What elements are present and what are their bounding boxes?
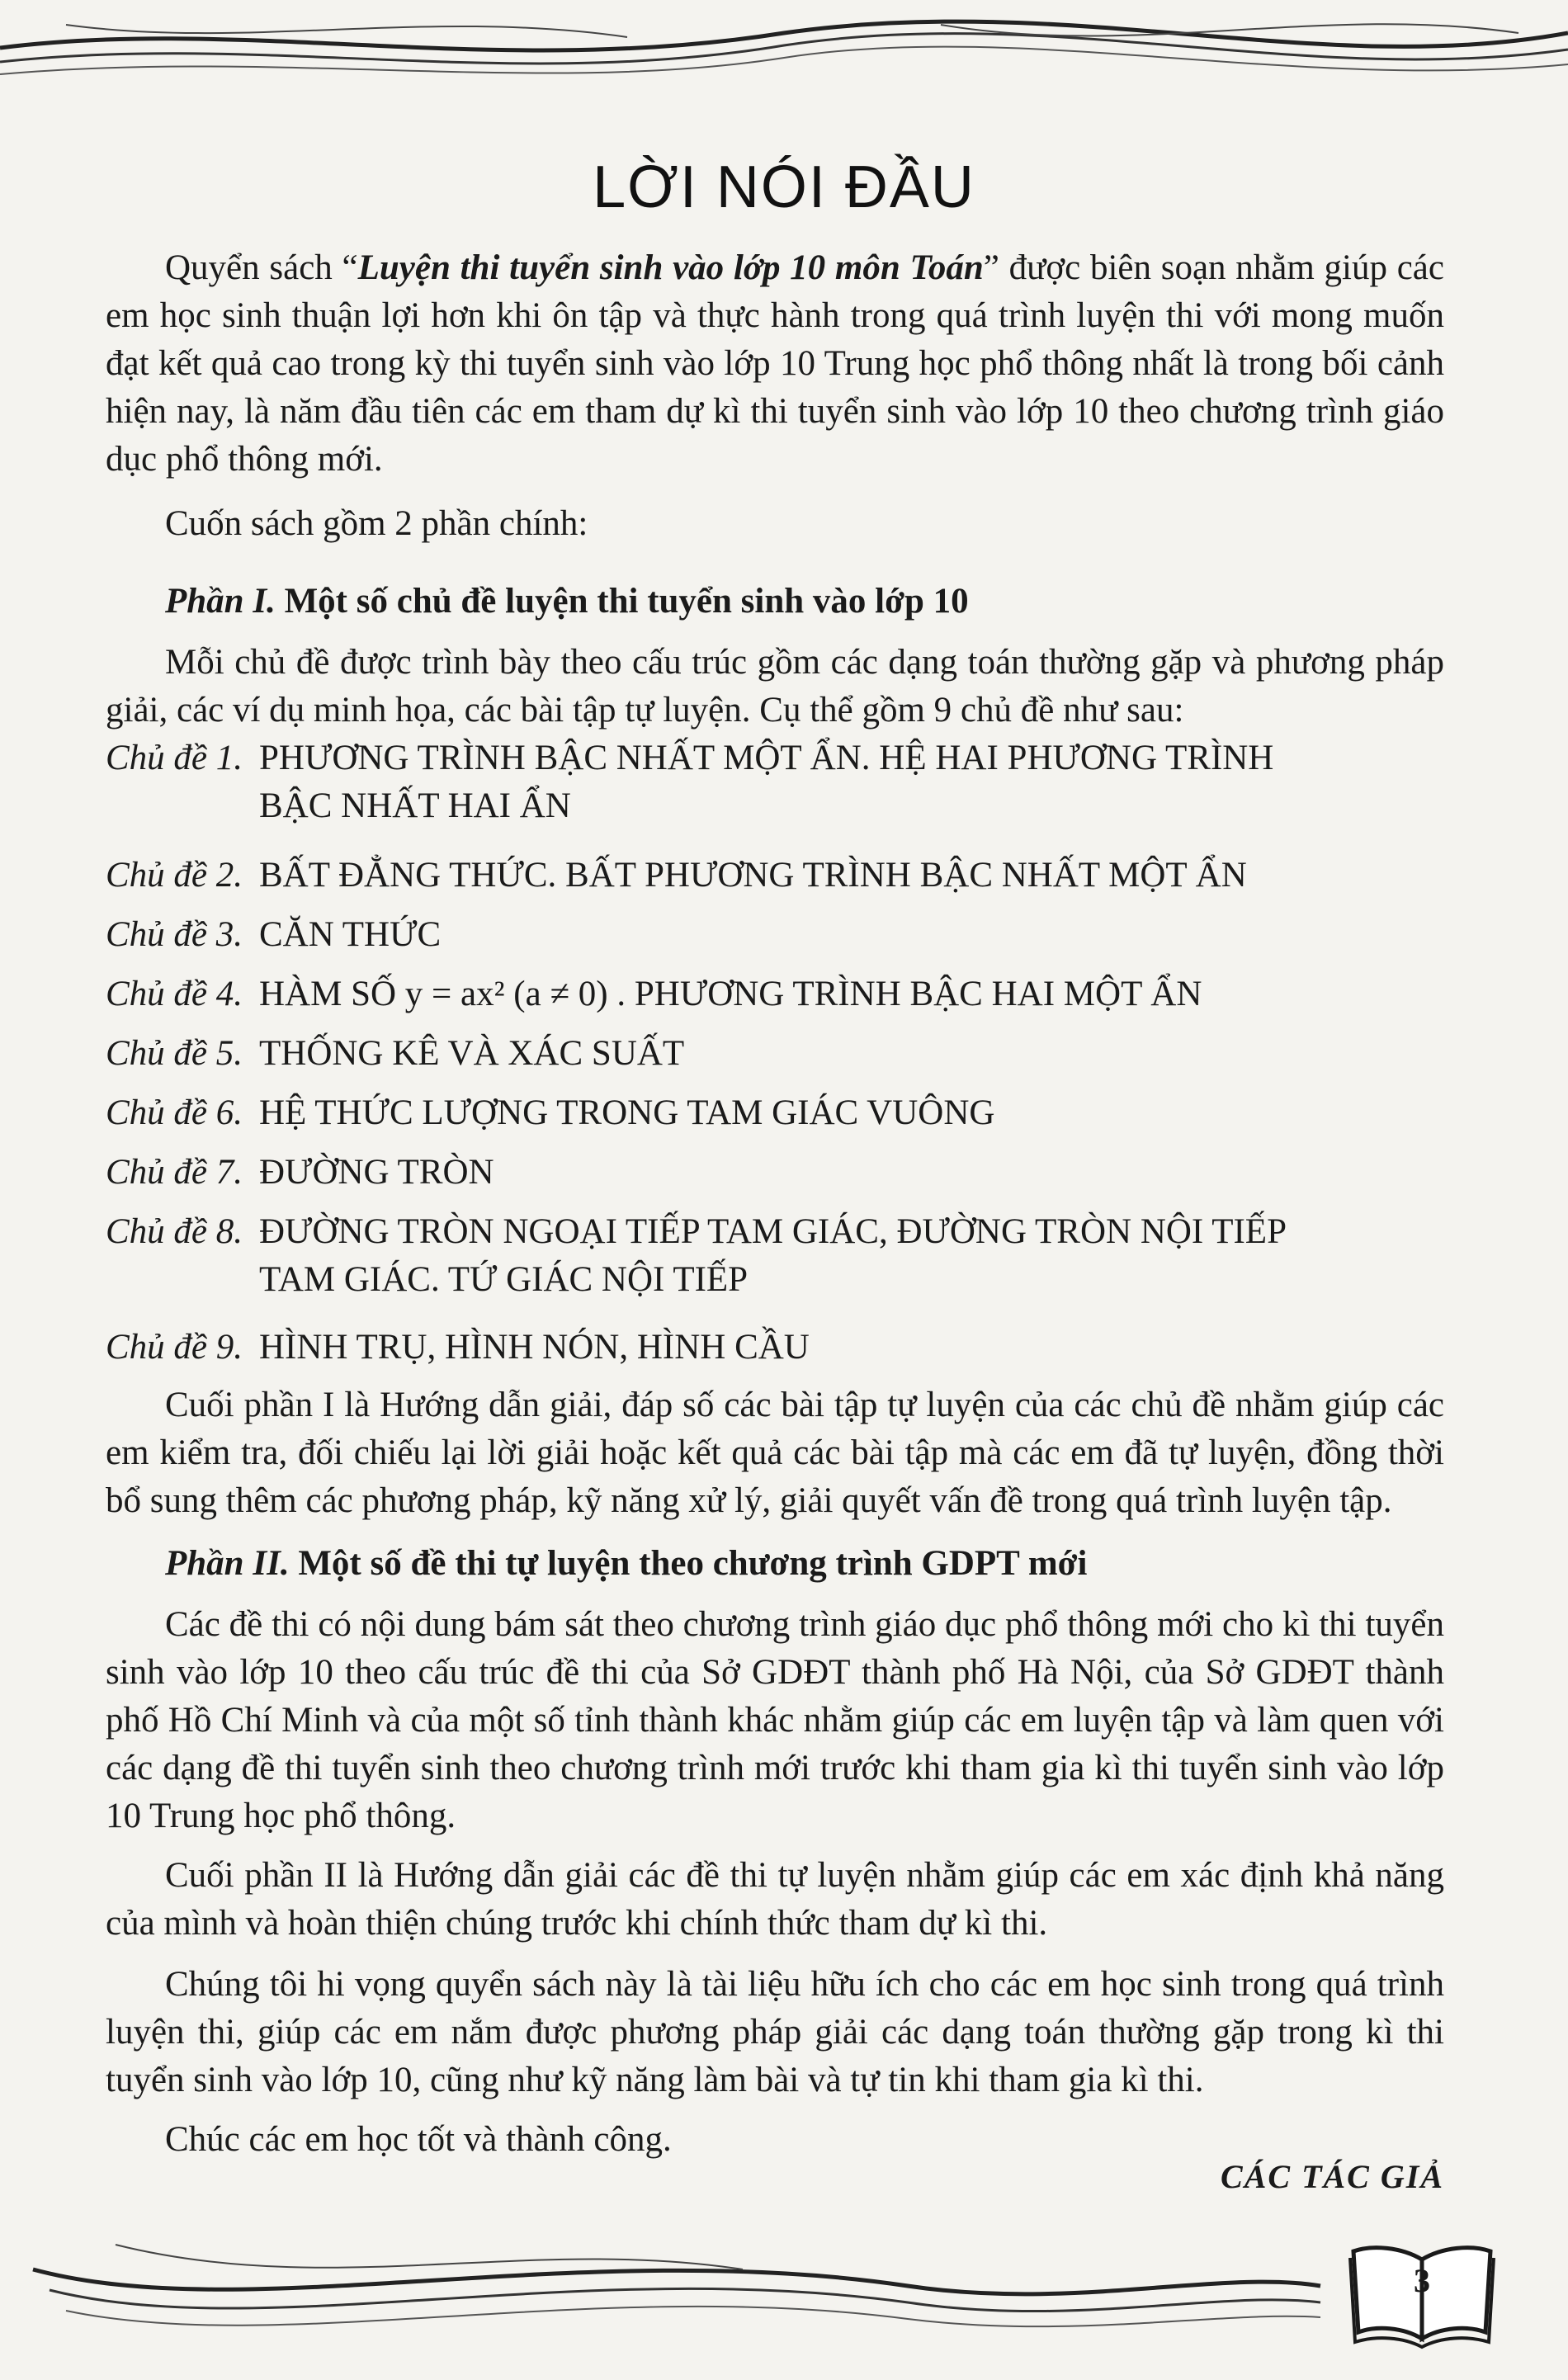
page-number: 3: [1414, 2262, 1430, 2299]
hope-text: Chúng tôi hi vọng quyển sách này là tài liệu hữu ích cho các em học sinh trong quá trình luyện thi, giúp các em nắm được phương pháp giải các dạng toán thường gặp trong kì thi tuyển sinh vào lớp 10, cũng như kỹ năng làm bài và tự tin khi tham gia kì thi.: [106, 1965, 1444, 2099]
topic-label: Chủ đề 8.: [106, 1212, 243, 1251]
topic-text: PHƯƠNG TRÌNH BẬC NHẤT MỘT ẨN. HỆ HAI PHƯƠNG TRÌNH BẬC NHẤT HAI ẨN: [259, 739, 1274, 825]
topic-text: ĐƯỜNG TRÒN NGOẠI TIẾP TAM GIÁC, ĐƯỜNG TRÒN NỘI TIẾP TAM GIÁC. TỨ GIÁC NỘI TIẾP: [259, 1212, 1287, 1299]
part2-heading-text: Một số đề thi tự luyện theo chương trình GDPT mới: [289, 1544, 1088, 1583]
part2-closing-text: Cuối phần II là Hướng dẫn giải các đề thi tự luyện nhằm giúp các em xác định khả năng của mình và hoàn thiện chúng trước khi chính thức tham dự kì thi.: [106, 1856, 1444, 1943]
part1-heading: [106, 578, 1444, 626]
topic-text: ĐƯỜNG TRÒN: [259, 1153, 494, 1192]
part2-description-text: Các đề thi có nội dung bám sát theo chương trình giáo dục phổ thông mới cho kì thi tuyển sinh vào lớp 10 theo cấu trúc đề thi của Sở GDĐT thành phố Hà Nội, của Sở GDĐT thành phố Hồ Chí Minh và của một số tỉnh thành khác nhằm giúp các em luyện tập và làm quen với các dạng đề thi tuyển sinh theo chương trình mới trước khi tham gia kì thi tuyển sinh vào lớp 10 Trung học phổ thông.: [106, 1605, 1444, 1835]
part1-heading-text: Một số chủ đề luyện thi tuyển sinh vào lớp 10: [275, 582, 969, 621]
part2-label: Phần II.: [165, 1544, 290, 1583]
part1-label: Phần I.: [165, 582, 276, 621]
topic-text: THỐNG KÊ VÀ XÁC SUẤT: [259, 1034, 685, 1073]
hope-paragraph: [106, 1961, 1444, 2104]
topic-text: HỆ THỨC LƯỢNG TRONG TAM GIÁC VUÔNG: [259, 1093, 995, 1132]
part2-heading: [106, 1540, 1444, 1588]
topic-label: Chủ đề 9.: [106, 1328, 243, 1367]
topic-label: Chủ đề 1.: [106, 739, 243, 777]
topic-text: HÀM SỐ y = ax² (a ≠ 0) . PHƯƠNG TRÌNH BẬC HAI MỘT ẨN: [259, 975, 1202, 1013]
topic-label: Chủ đề 6.: [106, 1093, 243, 1132]
topic-label: Chủ đề 7.: [106, 1153, 243, 1192]
book-title: Luyện thi tuyển sinh vào lớp 10 môn Toán: [357, 248, 984, 287]
part1-description: [106, 639, 1444, 734]
wish-text: Chúc các em học tốt và thành công.: [165, 2120, 672, 2159]
structure-line: Cuốn sách gồm 2 phần chính:: [165, 504, 588, 543]
intro-part1: Quyển sách “: [165, 248, 358, 287]
topic-text: CĂN THỨC: [259, 915, 442, 954]
topic-text: HÌNH TRỤ, HÌNH NÓN, HÌNH CẦU: [259, 1328, 810, 1367]
structure-paragraph: [106, 500, 1444, 548]
topic-label: Chủ đề 5.: [106, 1034, 243, 1073]
intro-part2: ” được biên soạn nhằm giúp các em học sinh thuận lợi hơn khi ôn tập và thực hành trong quá trình luyện thi với mong muốn đạt kết quả cao trong kỳ thi tuyển sinh vào lớp 10 Trung học phổ thông nhất là trong bối cảnh hiện nay, là năm đầu tiên các em tham dự kì thi tuyển sinh vào lớp 10 theo chương trình giáo dục phổ thông mới.: [106, 248, 1444, 479]
intro-paragraph: [106, 244, 1444, 484]
part1-closing: [106, 1381, 1444, 1525]
part2-description: [106, 1601, 1444, 1840]
bottom-flourish-ornament: [0, 2220, 1568, 2352]
page-title: LỜI NÓI ĐẦU: [593, 154, 975, 220]
part1-description-text: Mỗi chủ đề được trình bày theo cấu trúc gồm các dạng toán thường gặp và phương pháp giải, các ví dụ minh họa, các bài tập tự luyện. Cụ thể gồm 9 chủ đề như sau:: [106, 643, 1444, 730]
topic-label: Chủ đề 4.: [106, 975, 243, 1013]
part2-closing: [106, 1852, 1444, 1948]
topic-label: Chủ đề 3.: [106, 915, 243, 954]
top-flourish-ornament: [0, 0, 1568, 99]
part1-closing-text: Cuối phần I là Hướng dẫn giải, đáp số các bài tập tự luyện của các chủ đề nhằm giúp các em kiểm tra, đối chiếu lại lời giải hoặc kết quả các bài tập mà các em đã tự luyện, đồng thời bổ sung thêm các phương pháp, kỹ năng xử lý, giải quyết vấn đề trong quá trình luyện tập.: [106, 1386, 1444, 1520]
topic-label: Chủ đề 2.: [106, 856, 243, 895]
topic-text: BẤT ĐẲNG THỨC. BẤT PHƯƠNG TRÌNH BẬC NHẤT MỘT ẨN: [259, 856, 1247, 895]
topic-item: [106, 1208, 1444, 1304]
topic-item: [106, 734, 1444, 830]
authors-signature: CÁC TÁC GIẢ: [1221, 2158, 1444, 2195]
